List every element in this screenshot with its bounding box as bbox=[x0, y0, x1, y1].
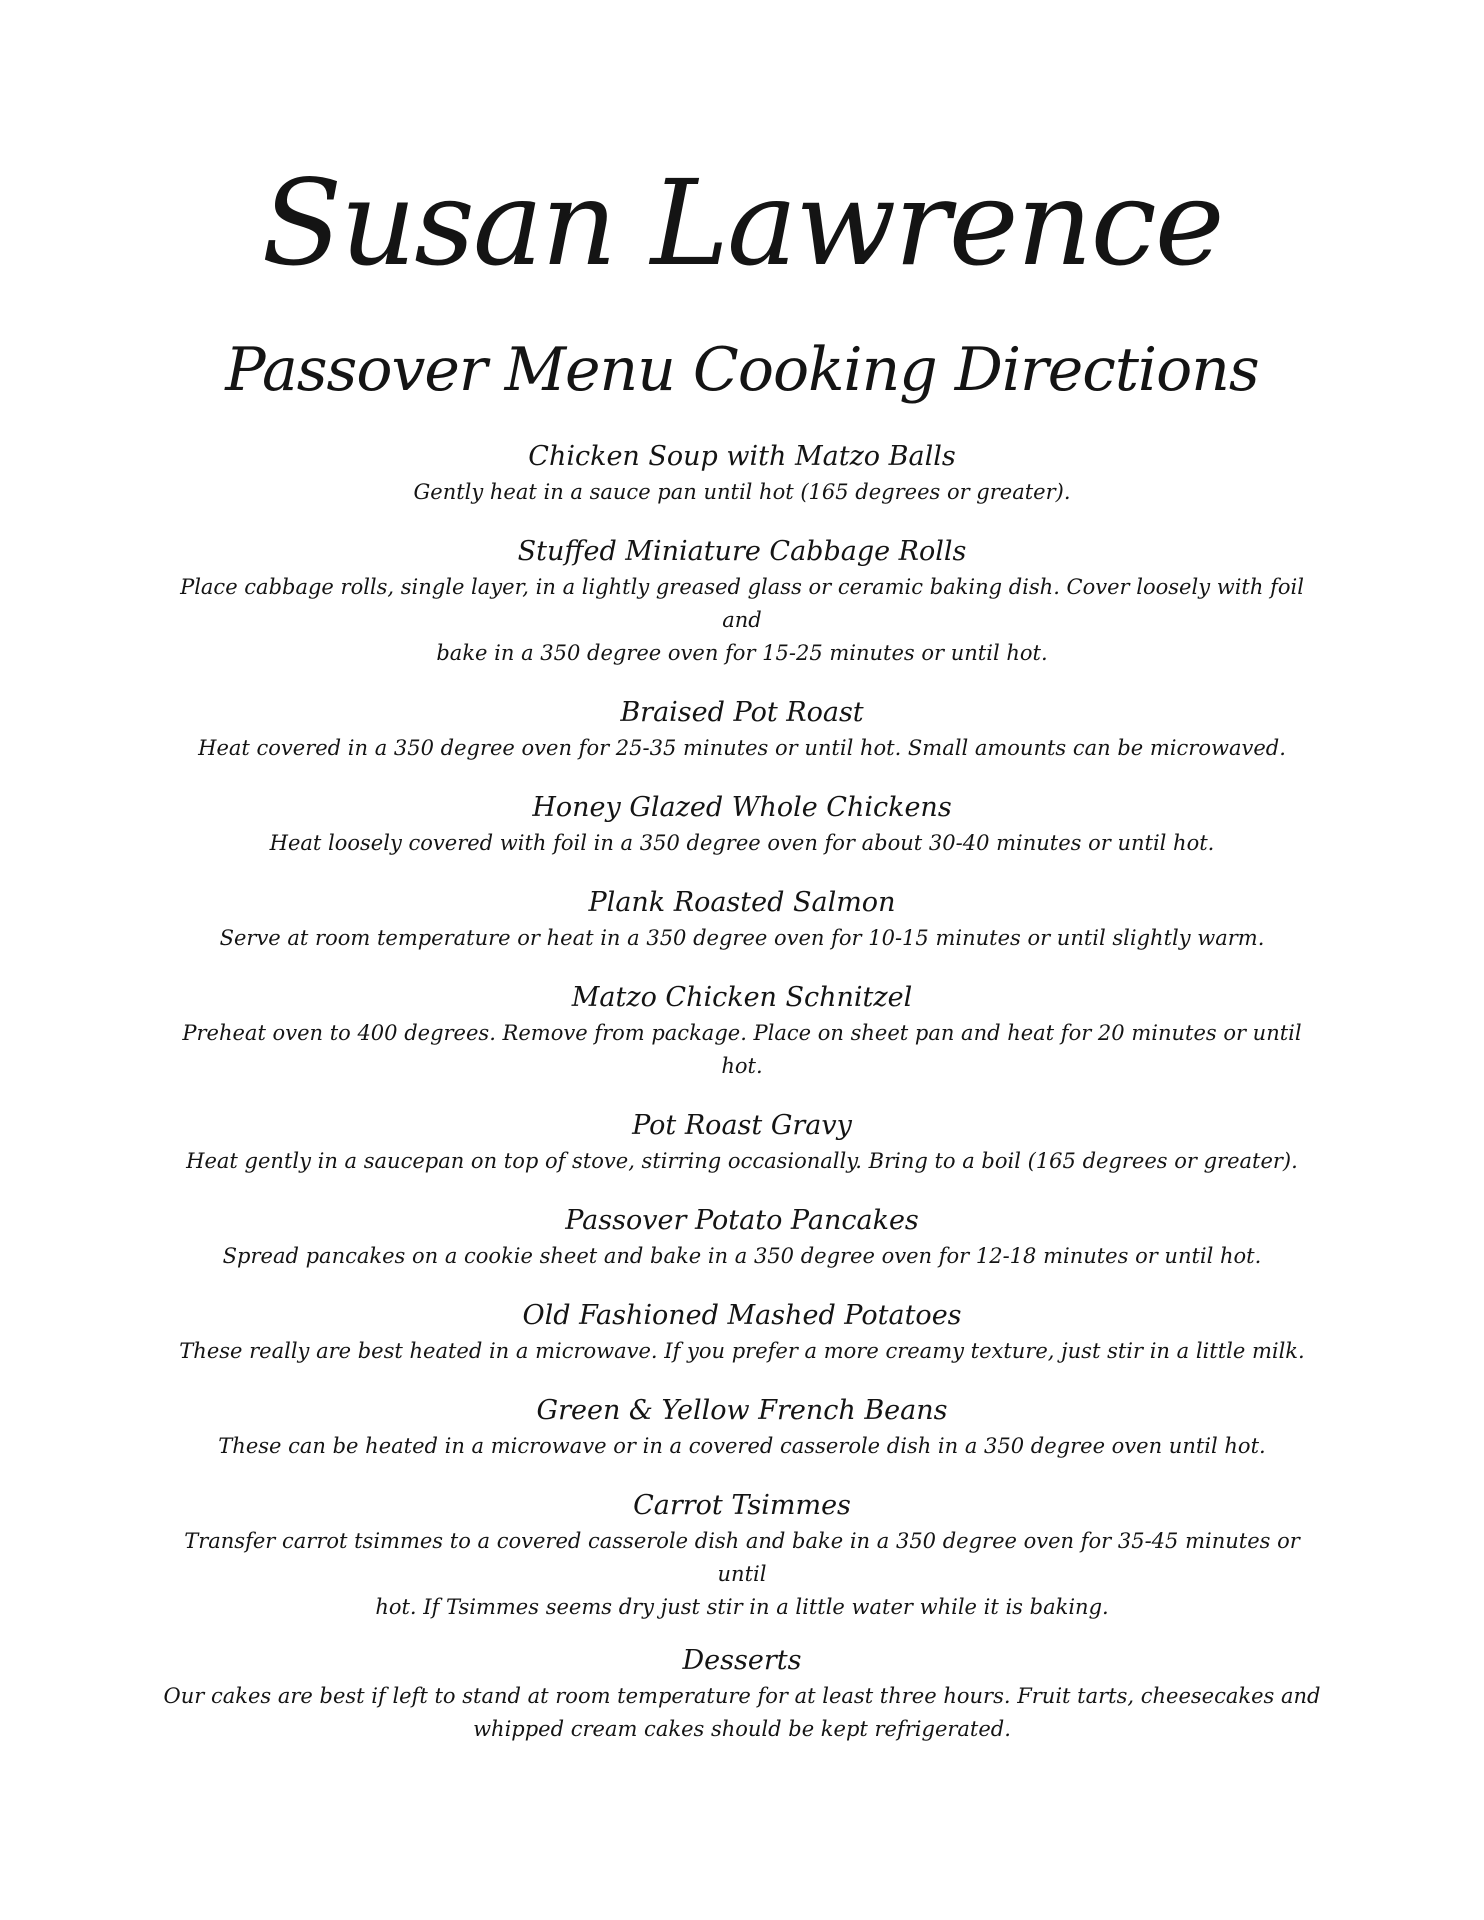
menu-item bbox=[160, 1297, 1324, 1368]
item-directions: Heat loosely covered with foil in a 350 degree oven for about 30-40 minutes or until hot. bbox=[269, 831, 1215, 855]
menu-item bbox=[160, 979, 1324, 1083]
item-directions: Place cabbage rolls, single layer, in a lightly greased glass or ceramic baking dish. Cover loosely with foil and bbox=[180, 575, 1304, 632]
item-name: Chicken Soup with Matzo Balls bbox=[528, 441, 956, 472]
item-name: Braised Pot Roast bbox=[620, 697, 864, 728]
menu-item bbox=[160, 884, 1324, 955]
menu-items-list bbox=[160, 438, 1324, 1648]
item-directions: Transfer carrot tsimmes to a covered casserole dish and bake in a 350 degree oven for 35-45 minutes or until bbox=[184, 1529, 1300, 1586]
item-directions: hot. If Tsimmes seems dry just stir in a little water while it is baking. bbox=[375, 1595, 1109, 1619]
item-name: Pot Roast Gravy bbox=[632, 1110, 852, 1141]
item-name: Carrot Tsimmes bbox=[633, 1490, 851, 1521]
item-name: Old Fashioned Mashed Potatoes bbox=[522, 1300, 962, 1331]
item-directions: Preheat oven to 400 degrees. Remove from package. Place on sheet pan and heat for 20 minutes or until hot. bbox=[182, 1021, 1302, 1078]
item-directions: Spread pancakes on a cookie sheet and bake in a 350 degree oven for 12-18 minutes or until hot. bbox=[222, 1244, 1262, 1268]
menu-item bbox=[160, 694, 1324, 765]
menu-item bbox=[160, 1487, 1324, 1624]
item-directions: These really are best heated in a microwave. If you prefer a more creamy texture, just stir in a little milk. bbox=[179, 1339, 1305, 1363]
item-directions: Heat gently in a saucepan on top of stove, stirring occasionally. Bring to a boil (165 degrees or greater). bbox=[186, 1149, 1298, 1173]
menu-item bbox=[160, 533, 1324, 670]
menu-item bbox=[160, 1202, 1324, 1273]
menu-item bbox=[160, 1392, 1324, 1463]
item-directions: Heat covered in a 350 degree oven for 25-35 minutes or until hot. Small amounts can be microwaved. bbox=[198, 736, 1286, 760]
menu-item bbox=[160, 438, 1324, 509]
menu-item bbox=[160, 789, 1324, 860]
item-name: Plank Roasted Salmon bbox=[588, 887, 896, 918]
item-directions: Gently heat in a sauce pan until hot (165 degrees or greater). bbox=[413, 480, 1071, 504]
desserts-section bbox=[160, 1642, 1324, 1746]
desserts-directions: Our cakes are best if left to stand at room temperature for at least three hours. Fruit tarts, cheesecakes and bbox=[163, 1684, 1321, 1708]
item-directions: bake in a 350 degree oven for 15-25 minutes or until hot. bbox=[436, 641, 1048, 665]
item-name: Green & Yellow French Beans bbox=[536, 1395, 948, 1426]
item-directions: These can be heated in a microwave or in a covered casserole dish in a 350 degree oven until hot. bbox=[218, 1434, 1266, 1458]
item-directions: Serve at room temperature or heat in a 350 degree oven for 10-15 minutes or until slightly warm. bbox=[219, 926, 1265, 950]
menu-item bbox=[160, 1107, 1324, 1178]
brand-title: Susan Lawrence bbox=[261, 154, 1223, 292]
item-name: Passover Potato Pancakes bbox=[565, 1205, 919, 1236]
page-subtitle: Passover Menu Cooking Directions bbox=[225, 335, 1259, 405]
desserts-directions: whipped cream cakes should be kept refrigerated. bbox=[473, 1717, 1011, 1741]
item-name: Honey Glazed Whole Chickens bbox=[532, 792, 952, 823]
item-name: Matzo Chicken Schnitzel bbox=[571, 982, 913, 1013]
desserts-heading: Desserts bbox=[682, 1645, 802, 1676]
item-name: Stuffed Miniature Cabbage Rolls bbox=[517, 536, 967, 567]
